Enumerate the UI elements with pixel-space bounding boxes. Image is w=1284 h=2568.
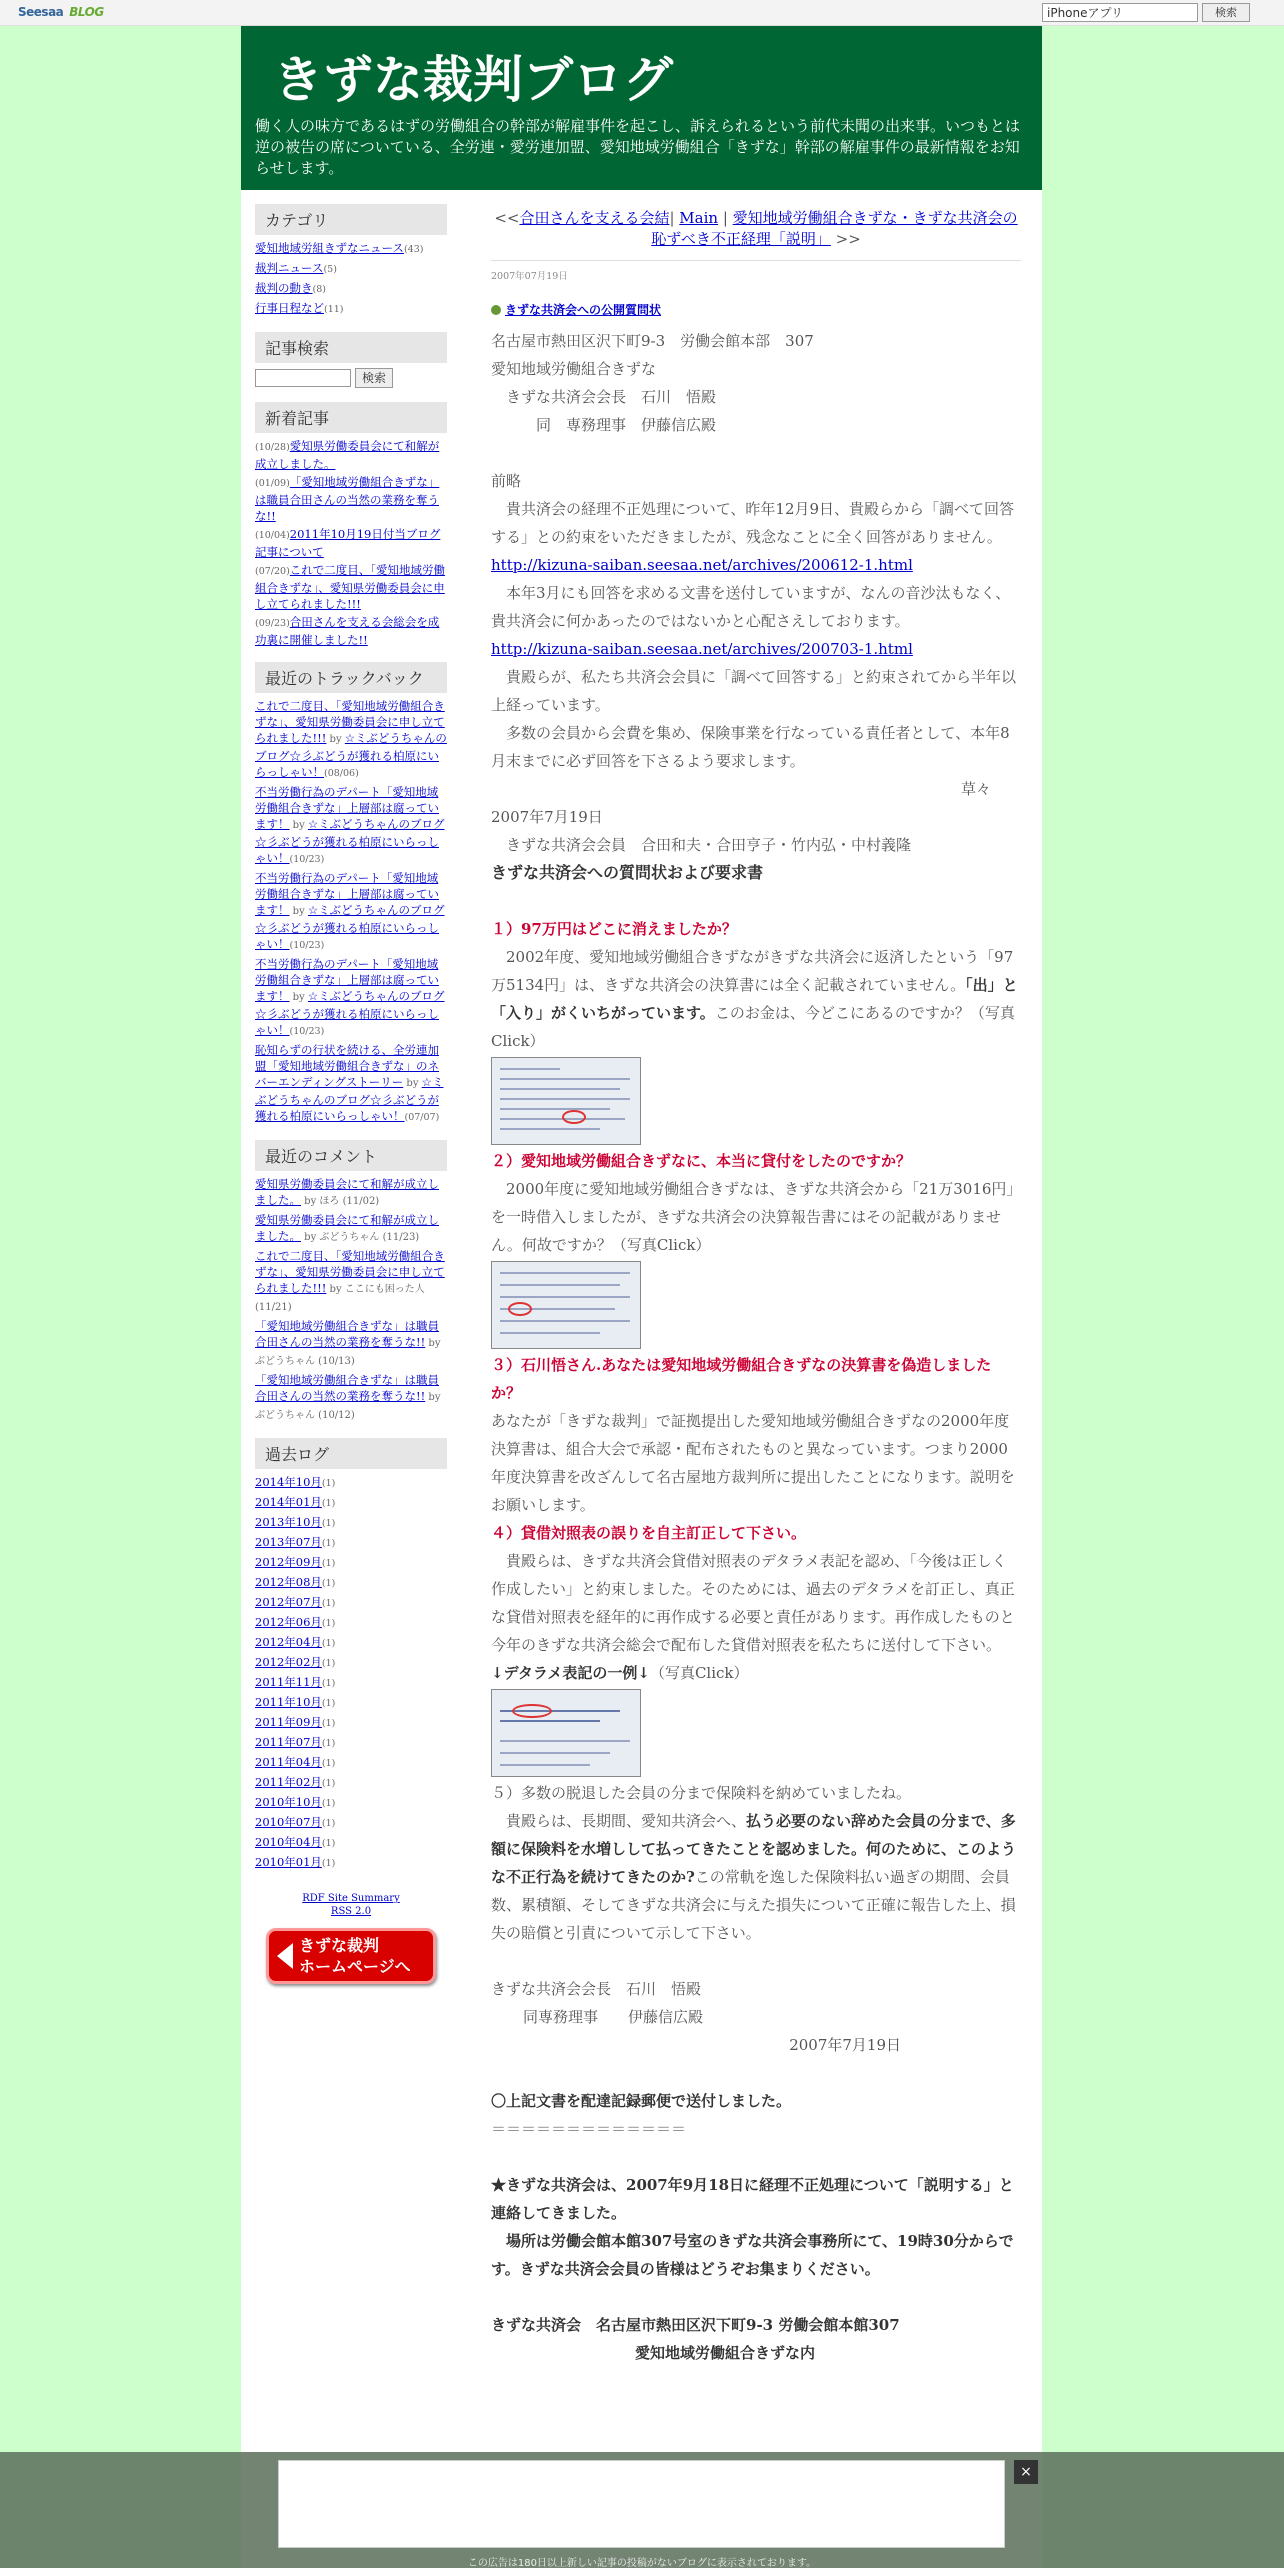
question-1: １）97万円はどこに消えましたか？ [491,920,737,938]
trackbacks-section [255,662,447,1126]
archive-item-link[interactable]: 2011年07月 [255,1735,322,1749]
archive-item-count: (1) [321,1518,336,1529]
comment-by: by ぶどうちゃん (10/12) [255,1392,441,1421]
rdf-link[interactable]: RDF Site Summary [302,1893,400,1904]
archive-item-count: (1) [321,1798,336,1809]
archive-item-count: (1) [321,1818,336,1829]
archive-item-count: (1) [321,1598,336,1609]
comments-list [255,1176,447,1424]
blog-container [241,26,1042,2568]
category-item-link[interactable]: 行事日程など [255,301,324,315]
homepage-banner-text: きずな裁判 ホームページへ [299,1936,411,1976]
archive-item-link[interactable]: 2011年09月 [255,1715,322,1729]
archive-item-count: (1) [321,1578,336,1589]
seesaa-topbar [0,0,1284,26]
archive-item-count: (1) [321,1758,336,1769]
ad-banner[interactable] [278,2460,1005,2548]
archive-item-link[interactable]: 2011年02月 [255,1775,322,1789]
archive-item-count: (1) [321,1478,336,1489]
comments-section [255,1140,447,1424]
sidebar [255,204,447,1984]
archive-item-link[interactable]: 2012年02月 [255,1655,322,1669]
list-item [255,300,447,318]
trackback-link[interactable]: 不当労働行為のデパート「愛知地域労働組合きずな」上層部は腐っています！ [255,785,439,831]
list-item [255,1176,447,1210]
archive-item-count: (1) [321,1538,336,1549]
trackback-link[interactable]: 恥知らずの行状を続ける、全労連加盟「愛知地域労働組合きずな」のネバーエンディングストーリー [255,1043,439,1089]
archive-link-200612[interactable]: http://kizuna-saiban.seesaa.net/archives/200612-1.html [491,556,913,574]
list-item [255,1514,447,1532]
new-articles-heading: 新着記事 [255,402,447,433]
list-item [255,1474,447,1492]
post-date: 2007年07月19日 [491,271,568,282]
categories-heading: カテゴリ [255,204,447,235]
new-articles-list [255,438,447,648]
category-item-link[interactable]: 裁判の動き [255,281,313,295]
blog-description: 働く人の味方であるはずの労働組合の幹部が解雇事件を起こし、訴えられるという前代未聞の出来事。いつもとは逆の被告の席についている、全労連・愛労連加盟、愛知地域労働組合「きずな」幹部の解雇事件の最新情報をお知らせします。 [255,117,1021,177]
trackback-author-link[interactable]: ☆ミぶどうちゃんのブログ☆彡ぶどうが獲れる柏原にいらっしゃい！ [255,903,445,951]
archive-item-link[interactable]: 2010年07月 [255,1815,322,1829]
category-item-link[interactable]: 愛知地域労組きずなニュース [255,241,404,255]
trackback-by: by [289,992,308,1003]
list-item [255,956,447,1040]
comment-by: by ほろ (11/02) [301,1196,380,1207]
article-search-section [255,332,447,388]
comment-by: by ぶどうちゃん (10/13) [255,1338,441,1367]
archive-item-link[interactable]: 2013年10月 [255,1515,322,1529]
archive-item-link[interactable]: 2012年06月 [255,1615,322,1629]
list-item [255,1574,447,1592]
trackback-date: (07/07) [404,1112,440,1123]
archive-item-link[interactable]: 2010年04月 [255,1835,322,1849]
trackback-author-link[interactable]: ☆ミぶどうちゃんのブログ☆彡ぶどうが獲れる柏原にいらっしゃい！ [255,989,445,1037]
archive-item-count: (1) [321,1738,336,1749]
list-item [255,1594,447,1612]
new-article-date: (10/28) [255,442,290,453]
feed-links [255,1892,447,1918]
list-item [255,1674,447,1692]
arrow-left-icon [277,1943,293,1969]
list-item [255,1754,447,1772]
category-item-count: (11) [324,304,344,315]
archive-item-link[interactable]: 2011年10月 [255,1695,322,1709]
archives-list [255,1474,447,1872]
archives-heading: 過去ログ [255,1438,447,1469]
new-articles-section [255,402,447,648]
archive-item-link[interactable]: 2012年04月 [255,1635,322,1649]
category-item-count: (43) [403,244,424,255]
list-item [255,526,447,560]
trackbacks-heading: 最近のトラックバック [255,662,447,693]
main-link[interactable]: Main [679,209,719,227]
archive-item-count: (1) [321,1618,336,1629]
categories-section [255,204,447,318]
list-item [255,1814,447,1832]
post-title [491,301,1021,319]
list-item [255,1654,447,1672]
question-3: ３）石川悟さん.あなたは愛知地域労働組合きずなの決算書を偽造しましたか？ [491,1356,992,1402]
archive-item-count: (1) [321,1698,336,1709]
post-title-link[interactable]: きずな共済会への公開質問状 [505,303,662,317]
new-article-link[interactable]: 「愛知地域労働組合きずな」は職員合田さんの当然の業務を奪うな!! [255,475,440,523]
article-search-input[interactable] [255,369,351,387]
list-item [255,1534,447,1552]
archive-item-link[interactable]: 2013年07月 [255,1535,322,1549]
close-icon[interactable]: × [1014,2460,1038,2484]
question-4: ４）貸借対照表の誤りを自主訂正して下さい。 [491,1524,807,1542]
archive-link-200703[interactable]: http://kizuna-saiban.seesaa.net/archives/200703-1.html [491,640,913,658]
trackbacks-list [255,698,447,1126]
list-item [255,1734,447,1752]
trackback-by: by [403,1078,422,1089]
archive-item-count: (1) [321,1838,336,1849]
trackback-date: (10/23) [289,854,325,865]
next-post-link[interactable]: 愛知地域労働組合きずな・きずな共済会の恥ずべき不正経理「説明」 [651,209,1018,248]
archive-item-count: (1) [321,1858,336,1869]
post-navigation: <<合田さんを支える会結| Main | 愛知地域労働組合きずな・きずな共済会の恥ずべき不正経理「説明」 >> [491,208,1021,261]
document-photo-3[interactable] [491,1689,641,1777]
new-article-date: (01/09) [255,478,290,489]
list-item [255,614,447,648]
prev-post-link[interactable]: 合田さんを支える会結 [519,209,670,227]
archive-item-count: (1) [321,1558,336,1569]
list-item [255,1614,447,1632]
comment-by: by ここにも困った人 (11/21) [255,1284,425,1313]
comment-link[interactable]: これで二度目、「愛知地域労働組合きずな」、愛知県労働委員会に申し立てられました!!! [255,1249,445,1295]
trackback-link[interactable]: 不当労働行為のデパート「愛知地域労働組合きずな」上層部は腐っています！ [255,871,439,917]
archive-item-count: (1) [321,1498,336,1509]
list-item [255,1694,447,1712]
rss-link[interactable]: RSS 2.0 [330,1906,372,1917]
new-article-date: (07/20) [255,566,290,577]
trackback-date: (08/06) [324,768,359,779]
list-item [255,1554,447,1572]
article-search-heading: 記事検索 [255,332,447,363]
topbar-search-input[interactable] [1042,3,1198,22]
list-item [255,1834,447,1852]
homepage-banner[interactable] [266,1928,436,1984]
seesaa-logo[interactable]: Seesaa BLOG [18,5,104,19]
new-article-link[interactable]: 2011年10月19日付当ブログ記事について [255,527,441,559]
archive-item-link[interactable]: 2014年10月 [255,1475,322,1489]
archive-item-link[interactable]: 2012年07月 [255,1595,322,1609]
archive-item-count: (1) [321,1658,336,1669]
trackback-link[interactable]: これで二度目、「愛知地域労働組合きずな」、愛知県労働委員会に申し立てられました!!! [255,699,445,745]
trackback-author-link[interactable]: ☆ミぶどうちゃんのブログ☆彡ぶどうが獲れる柏原にいらっしゃい！ [255,817,445,865]
comment-link[interactable]: 愛知県労働委員会にて和解が成立しました。 [255,1213,439,1243]
archives-section [255,1438,447,1872]
list-item [255,1714,447,1732]
archive-item-count: (1) [321,1718,336,1729]
archive-item-link[interactable]: 2011年04月 [255,1755,322,1769]
list-item [255,1494,447,1512]
list-item [255,260,447,278]
archive-item-link[interactable]: 2011年11月 [255,1675,322,1689]
comment-by: by ぶどうちゃん (11/23) [301,1232,420,1243]
list-item [255,1372,447,1424]
list-item [255,280,447,298]
list-item [255,1774,447,1792]
archive-item-link[interactable]: 2010年01月 [255,1855,322,1869]
trackback-date: (10/23) [289,940,325,951]
trackback-author-link[interactable]: ☆ミぶどうちゃんのブログ☆彡ぶどうが獲れる柏原にいらっしゃい！ [255,731,447,779]
archive-item-count: (1) [321,1678,336,1689]
categories-list [255,240,447,318]
bullet-icon [491,305,501,315]
new-article-link[interactable]: 合田さんを支える会総会を成功裏に開催しました!! [255,615,440,647]
post-body: 名古屋市熱田区沢下町9-3 労働会館本部 307 愛知地域労働組合きずな きずな共済会会長 石川 悟殿 同 専務理事 伊藤信広殿 前略 貴共済会の経理不正処理について、昨年12月9日、貴殿らから「調べて回答する」との約束をいただきましたが、残念なことに全く回答がありません。 http://kizuna-saiban.seesaa.net/archives/200612-1.html 本年3月にも回答を求める文書を送付していますが、なんの音沙汰もなく、貴共済会に何かあったのではないかと心配さえしております。 http://kizuna-saiban.seesaa.net/archives/200703-1.html 貴殿らが、私たち共済会会員に「調べて回答する」と約束されてから半年以上経っています。 多数の会員から会費を集め、保険事業を行なっている責任者として、本年8月末までに必ず回答を下さるよう要求します。 草々 2007年7月19日 きずな共済会会員 合田和夫・合田亨子・竹内弘・中村義隆 きずな共済会への質問状および要求書 １）97万円はどこに消えましたか？ 2002年度、愛知地域労働組合きずながきずな共済会に返済したという「97万5134円」は、きずな共済会の決算書には全く記載されていません。「出」と「入り」がくいちがっています。このお金は、今どこにあるのですか？（写真Click） ２）愛知地域労働組合きずなに、本当に貸付をしたのですか？ 2000年度に愛知地域労働組合きずなは、きずな共済会から「21万3016円」を一時借入しましたが、きずな共済会の決算報告書にはその記載がありません。何故ですか？（写真Click） ３）石川悟さん.あなたは愛知地域労働組合きずなの決算書を偽造しましたか？ あなたが「きずな裁判」で証拠提出した愛知地域労働組合きずなの2000年度決算書は、組合大会で承認・配布されたものと異なっています。つまり2000年度決算書を改ざんして名古屋地方裁判所に提出したことになります。説明をお願いします。 ４）貸借対照表の誤りを自主訂正して下さい。 貴殿らは、きずな共済会貸借対照表のデタラメ表記を認め、「今後は正しく作成したい」と約束しました。そのためには、過去のデタラメを訂正し、真正な貸借対照表を経年的に再作成する必要と責任があります。再作成したものと今年のきずな共済会総会で配布した貸借対照表を私たちに送付して下さい。 ↓デタラメ表記の一例↓（写真Click） ５）多数の脱退した会員の分まで保険料を納めていましたね。 貴殿らは、長期間、愛知共済会へ、払う必要のない辞めた会員の分まで、多額に保険料を水増しして払ってきたことを認めました。何のために、このような不正行為を続けてきたのか?この常軌を逸した保険料払い過ぎの期間、会員数、累積額、そしてきずな共済会に与えた損失について正確に報告した上、損失の賠償と引責について示して下さい。 きずな共済会会長 石川 悟殿 同専務理事 伊藤信広殿 2007年7月19日 〇上記文書を配達記録郵便で送付しました。 ＝＝＝＝＝＝＝＝＝＝＝＝＝ ★きずな共済会は、2007年9月18日に経理不正処理について「説明する」と連絡してきました。 場所は労働会館本館307号室のきずな共済会事務所にて、19時30分からです。きずな共済会会員の皆様はどうぞお集まりください。 きずな共済会 名古屋市熱田区沢下町9-3 労働会館本館307 愛知地域労働組合きずな内 [491,327,1021,2367]
list-item [255,784,447,868]
list-item [255,1248,447,1316]
question-2: ２）愛知地域労働組合きずなに、本当に貸付をしたのですか？ [491,1152,912,1170]
trackback-date: (10/23) [289,1026,325,1037]
article-search-button[interactable]: 検索 [355,368,393,388]
list-item [255,698,447,782]
new-article-link[interactable]: これで二度目、「愛知地域労働組合きずな」、愛知県労働委員会に申し立てられました!!! [255,563,446,611]
category-item-count: (8) [312,284,326,295]
trackback-by: by [289,820,308,831]
list-item [255,1854,447,1872]
document-photo-1[interactable] [491,1057,641,1145]
blog-header [241,26,1042,190]
list-item [255,1634,447,1652]
archive-item-count: (1) [321,1778,336,1789]
trackback-author-link[interactable]: ☆ミぶどうちゃんのブログ☆彡ぶどうが獲れる柏原にいらっしゃい！ [255,1075,444,1123]
list-item [255,1318,447,1370]
trackback-link[interactable]: 不当労働行為のデパート「愛知地域労働組合きずな」上層部は腐っています！ [255,957,439,1003]
ad-overlay [0,2452,1284,2568]
main-content [491,208,1021,2367]
comments-heading: 最近のコメント [255,1140,447,1171]
document-photo-2[interactable] [491,1261,641,1349]
list-item [255,474,447,524]
ad-note: この広告は180日以上新しい記事の投稿がないブログに表示されております。 [467,2558,817,2568]
archive-item-link[interactable]: 2014年01月 [255,1495,322,1509]
list-item [255,1212,447,1246]
archive-item-link[interactable]: 2010年10月 [255,1795,322,1809]
list-item [255,438,447,472]
comment-link[interactable]: 「愛知地域労働組合きずな」は職員合田さんの当然の業務を奪うな!! [255,1373,439,1403]
new-article-date: (09/23) [255,618,290,629]
trackback-by: by [326,734,345,745]
comment-link[interactable]: 愛知県労働委員会にて和解が成立しました。 [255,1177,439,1207]
list-item [255,1042,447,1126]
new-article-date: (10/04) [255,530,290,541]
list-item [255,240,447,258]
trackback-by: by [289,906,308,917]
list-item [255,1794,447,1812]
archive-item-link[interactable]: 2012年09月 [255,1555,322,1569]
category-item-count: (5) [323,264,337,275]
letter-subheading: きずな共済会への質問状および要求書 [491,863,764,882]
category-item-link[interactable]: 裁判ニュース [255,261,324,275]
comment-link[interactable]: 「愛知地域労働組合きずな」は職員合田さんの当然の業務を奪うな!! [255,1319,439,1349]
question-5: ５）多数の脱退した会員の分まで保険料を納めていましたね。 [491,1784,912,1802]
blog-title[interactable]: きずな裁判ブログ [273,51,673,109]
archive-item-count: (1) [321,1638,336,1649]
list-item [255,562,447,612]
topbar-search-button[interactable]: 検索 [1202,3,1250,22]
new-article-link[interactable]: 愛知県労働委員会にて和解が成立しました。 [255,439,440,471]
list-item [255,870,447,954]
archive-item-link[interactable]: 2012年08月 [255,1575,322,1589]
